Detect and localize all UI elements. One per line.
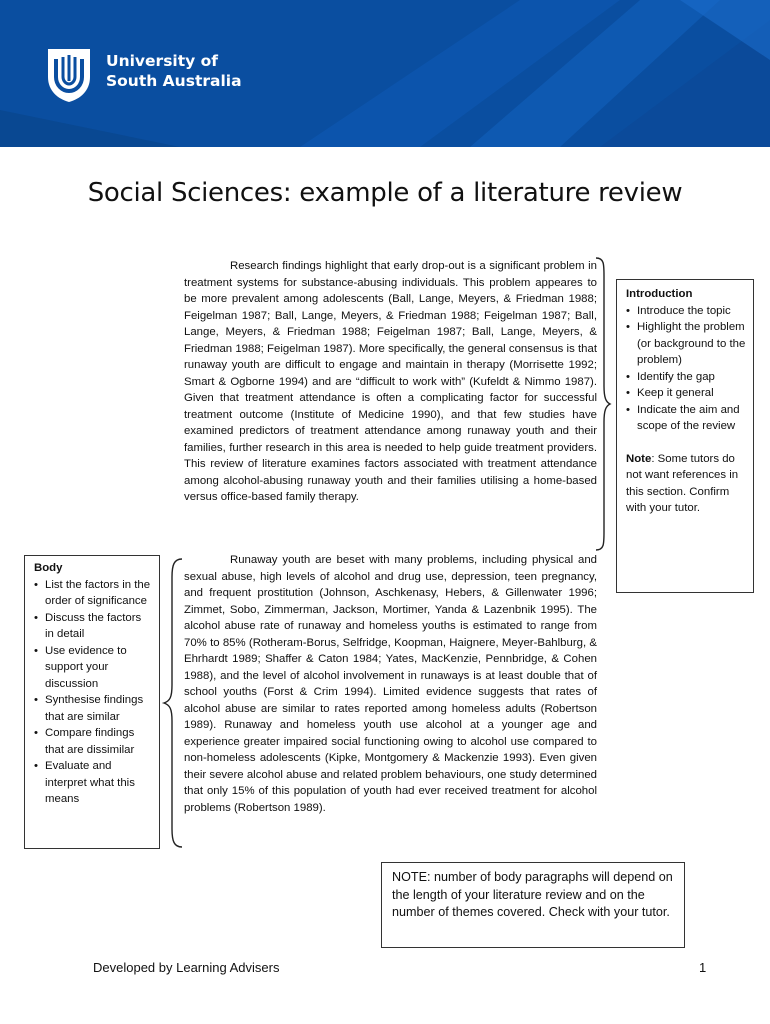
intro-paragraph	[184, 258, 597, 506]
list-item: • Identify the gap	[626, 369, 747, 386]
note-label: Note	[626, 452, 652, 465]
body-paragraph-text: Runaway youth are beset with many problems, including physical and sexual abuse, high levels of alcohol and drug use, depression, teen pregnancy, and frequent prostitution (Johnson, Aschkenasy, Hebers, & Gillenwater 1996; Zimmet, Sobo, Zimmerman, Jackson, Mortimer, Yanda & Lazenbnik 1995). The alcohol abuse rate of runaway and homeless youths is estimated to range from 70% to 85% (Rotheram-Borus, Selfridge, Koopman, Haignere, Meyer-Bahlburg, & Ehrhardt 1989; Shaffer & Caton 1984; Yates, MacKenzie, Pennbridge, & Cohen 1988), and the level of alcohol involvement in runaways is at least double that of school youths (Forst & Crim 1994). Limited evidence suggests that rates of alcohol abuse are similar to rates reported among homeless adults (Robertson 1989). Runaway and homeless youth use alcohol at a younger age and experience greater impaired social functioning owing to alcohol use compared to non-homeless adolescents (Kipke, Montgomery & Mackenzie 1993). Even given their severe alcohol abuse and related problem behaviours, one study determined that only 15% of this population of youth had ever received treatment for alcohol problems (Robertson 1989).	[184, 554, 597, 814]
page-title: Social Sciences: example of a literature review	[87, 178, 683, 208]
introduction-list	[626, 303, 747, 435]
header-banner	[0, 0, 770, 147]
list-item: • List the factors in the order of significance	[34, 577, 153, 610]
university-shield-logo	[46, 47, 92, 103]
university-name-line2: South Australia	[106, 72, 242, 90]
introduction-note	[626, 451, 747, 517]
list-item: • Use evidence to support your discussion	[34, 643, 153, 693]
body-brace	[160, 557, 184, 849]
list-item: • Introduce the topic	[626, 303, 747, 320]
body-list	[34, 577, 153, 808]
body-paragraph	[184, 552, 597, 816]
footer-credit: Developed by Learning Advisers	[93, 960, 280, 975]
note-box: NOTE: number of body paragraphs will depend on the length of your literature review and on the number of themes covered. Check with your tutor.	[381, 862, 685, 948]
list-item: • Keep it general	[626, 385, 747, 402]
list-item: • Discuss the factors in detail	[34, 610, 153, 643]
body-annotation-box	[24, 555, 160, 849]
list-item: • Indicate the aim and scope of the review	[626, 402, 747, 435]
introduction-heading: Introduction	[626, 288, 693, 300]
page-number: 1	[699, 960, 707, 975]
list-item: • Highlight the problem (or background to the problem)	[626, 319, 747, 369]
university-name	[106, 51, 242, 91]
university-name-line1: University of	[106, 52, 219, 70]
body-heading: Body	[34, 562, 63, 574]
note-text: : Some tutors do not want references in this section. Confirm with your tutor.	[626, 452, 739, 514]
list-item: • Evaluate and interpret what this means	[34, 758, 153, 808]
intro-brace	[594, 256, 612, 552]
intro-paragraph-text: Research findings highlight that early drop-out is a significant problem in treatment systems for substance-abusing individuals. This problem appeares to be more prevalent among adolescents (Ball, Lange, Meyers, & Friedman 1988; Feigelman 1987; Ball, Lange, Meyers, & Friedman 1988; Feigelman 1987; Ball, Lange, Meyers, & Friedman 1988; Feigelman 1987; Ball, Lange, Meyers, & Friedman 1988; Feigelman 1987). More specifically, the general consensus is that runaway youth are difficult to engage and maintain in therapy (Morrisette 1992; Smart & Ogborne 1994) and are “difficult to work with” (Kufeldt & Nimmo 1987). Given that treatment attendance is often a complicating factor for successful treatment outcome (Institute of Medicine 1990), and that few studies have examined predictors of treatment attendance among runaway youth and their families, further research in this area is needed to help guide treatment providers. This review of literature examines factors associated with treatment attendance among alcohol-abusing runaway youth and their families utilising a home-based versus office-based family therapy.	[184, 260, 597, 503]
introduction-annotation-box	[616, 279, 754, 593]
list-item: • Synthesise findings that are similar	[34, 692, 153, 725]
list-item: • Compare findings that are dissimilar	[34, 725, 153, 758]
